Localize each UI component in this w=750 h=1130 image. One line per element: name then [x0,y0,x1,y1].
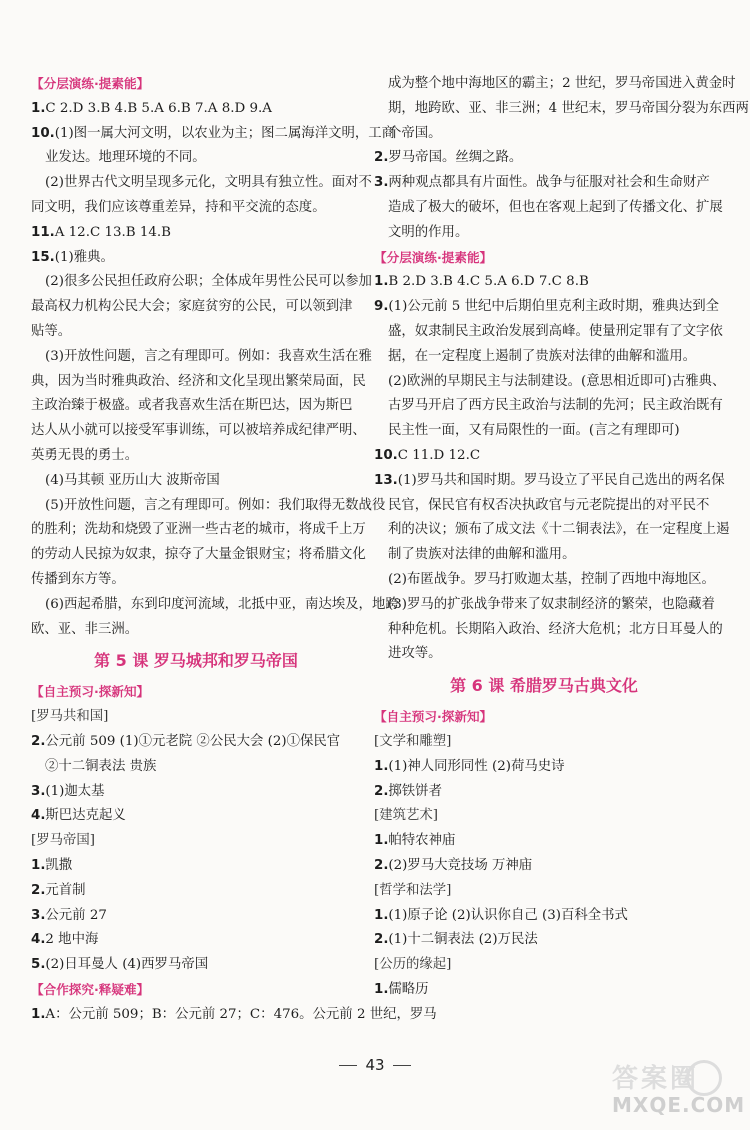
answer-text: 造成了极大的破坏，但也在客观上起到了传播文化、扩展 [388,199,723,215]
answer-line [31,196,361,221]
answer-text: [公历的缘起] [374,957,452,973]
item-number: 4. [31,808,46,824]
item-number: 5. [31,957,46,973]
answer-text: 盛，奴隶制民主政治发展到高峰。使量刑定罪有了文字依 [388,323,723,339]
item-number: 1. [31,1006,46,1022]
answer-line [374,72,736,97]
item-number: 2. [31,882,46,898]
answer-text: [文学和雕塑] [374,733,452,749]
answer-line [31,122,396,147]
answer-text: 最高权力机构公民大会；家庭贫穷的公民，可以领到津 [31,299,353,315]
topic-label [374,953,714,978]
answer-text: [罗马共和国] [31,709,109,725]
item-number: 3. [31,907,46,923]
answer-text: (1)图一属大河文明，以农业为主；图二属海洋文明，工商 [54,125,396,141]
answer-line [31,221,361,246]
answer-text: 制了贵族对法律的曲解和滥用。 [388,547,576,563]
answer-text: 的劳动人民掠为奴隶，掠夺了大量金银财宝；将希腊文化 [31,547,366,563]
answer-line [374,469,725,494]
answer-text: 古罗马开启了西方民主政治与法制的先河；民主政治既有 [388,398,723,414]
answer-text: 据，在一定程度上遏制了贵族对法律的曲解和滥用。 [388,348,696,364]
answer-line [374,394,723,419]
item-number: 3. [31,783,46,799]
answer-line [374,122,714,147]
answer-text: (4)马其顿 亚历山大 波斯帝国 [45,472,220,488]
answer-text: (1)罗马共和国时期。罗马设立了平民自己选出的两名保 [397,472,725,488]
item-number: 1. [374,274,389,290]
answer-text: 民主性一面，又有局限性的一面。(言之有理即可) [388,423,680,439]
answer-text: 业发达。地理环境的不同。 [45,150,206,166]
answer-text: (3)开放性问题，言之有理即可。例如：我喜欢生活在雅 [45,348,372,364]
answer-text: (1)神人同形同性 (2)荷马史诗 [388,758,565,774]
item-number: 1. [31,100,46,116]
answer-line [374,196,723,221]
item-number: 1. [374,833,389,849]
answer-text: (3)罗马的扩张战争带来了奴隶制经济的繁荣，也隐藏着 [388,596,715,612]
answer-line [31,419,366,444]
answer-text: (2)很多公民担任政府公职；全体成年男性公民可以参加 [45,274,372,290]
watermark-circle-icon [686,1060,722,1096]
answer-text: 罗马帝国。丝绸之路。 [388,150,523,166]
right-column [374,72,749,1003]
watermark-site: MXQE.COM [612,1093,746,1117]
item-number: 4. [31,932,46,948]
answer-line [374,518,730,543]
answer-line [374,295,719,320]
answer-line [31,171,372,196]
answer-text: 利的决议；颁布了成文法《十二铜表法》，在一定程度上遏 [388,522,730,538]
answer-text: [罗马帝国] [31,833,96,849]
answer-text: A：公元前 509；B：公元前 27；C：476。公元前 2 世纪，罗马 [45,1006,437,1022]
answer-line [31,568,361,593]
answer-text: 凯撒 [45,857,73,873]
answer-line [374,171,714,196]
answer-line [31,97,361,122]
section-header: 【分层演练·提素能】 [374,249,493,265]
answer-line [374,978,714,1003]
answer-text: 斯巴达克起义 [45,808,126,824]
answer-line [374,755,714,780]
answer-line [374,270,714,295]
answer-line [31,953,361,978]
answer-line [374,928,714,953]
answer-line [374,568,714,593]
answer-line [31,469,361,494]
answer-line [374,618,723,643]
page-number: 43 [365,1056,385,1074]
answer-text: 达人从小就可以接受军事训练，可以被培养成纪律严明、 [31,423,366,439]
answer-line [31,730,361,755]
item-number: 1. [374,758,389,774]
answer-text: 贴等。 [31,323,72,339]
answer-text: 掷铁饼者 [388,783,442,799]
answer-line [374,370,726,395]
answer-line [31,904,361,929]
answer-text: B 2.D 3.B 4.C 5.A 6.D 7.C 8.B [388,274,589,290]
item-number: 10. [374,447,398,463]
footer-dash-left [339,1065,357,1066]
answer-text: 进攻等。 [388,646,442,662]
answer-text: 儒略历 [388,981,429,997]
footer-dash-right [393,1065,411,1066]
section-header: 【自主预习·探新知】 [31,684,150,700]
answer-line [374,829,714,854]
item-number: 1. [31,857,46,873]
answer-text: 主政治臻于极盛。或者我喜欢生活在斯巴达，因为斯巴 [31,398,353,414]
item-number: 15. [31,249,55,265]
answer-line [31,345,372,370]
answer-text: 欧、亚、非三洲。 [31,621,139,637]
answer-text: [哲学和法学] [374,882,452,898]
answer-text: [建筑艺术] [374,808,439,824]
answer-text: (2)日耳曼人 (4)西罗马帝国 [45,957,209,973]
answer-text: 同文明，我们应该尊重差异，持和平交流的态度。 [31,199,326,215]
answer-text: ②十二铜表法 贵族 [45,758,157,774]
answer-text: 典，因为当时雅典政治、经济和文化呈现出繁荣局面，民 [31,373,366,389]
answer-line [374,320,723,345]
answer-line [31,444,361,469]
answer-text: 公元前 509 (1)①元老院 ②公民大会 (2)①保民官 [45,733,341,749]
lesson-title: 第 6 课 希腊罗马古典文化 [450,676,638,696]
answer-line [31,370,366,395]
answer-line [31,780,361,805]
item-number: 3. [374,175,389,191]
answer-text: (2)罗马大竞技场 万神庙 [388,857,533,873]
answer-text: (1)迦太基 [45,783,105,799]
answer-text: 民官，保民官有权否决执政官与元老院提出的对平民不 [388,497,710,513]
answer-text: 传播到东方等。 [31,571,125,587]
answer-line [31,518,366,543]
lesson-title: 第 5 课 罗马城邦和罗马帝国 [94,651,298,671]
answer-text: (2)欧洲的早期民主与法制建设。(意思相近即可)古雅典、 [388,373,726,389]
section-header: 【分层演练·提素能】 [31,76,150,91]
answer-text: 文明的作用。 [388,224,469,240]
answer-line [374,642,714,667]
answer-line [374,221,714,246]
watermark-logo: 答案圈 [612,1064,700,1094]
answer-line [374,780,714,805]
answer-line [374,345,714,370]
item-number: 1. [374,907,389,923]
answer-line [31,854,361,879]
answer-text: C 11.D 12.C [397,447,481,463]
topic-label [31,829,361,854]
answer-text: C 2.D 3.B 4.B 5.A 6.B 7.A 8.D 9.A [45,100,272,116]
item-number: 10. [31,125,55,141]
item-number: 2. [374,150,389,166]
answer-text: (2)世界古代文明呈现多元化，文明具有独立性。面对不 [45,175,372,191]
topic-label [374,730,714,755]
answer-line [374,444,714,469]
answer-line [374,904,714,929]
section-header: 【合作探究·释疑难】 [31,981,150,997]
answer-text: A 12.C 13.B 14.B [54,224,171,240]
answer-line [31,1003,437,1028]
answer-line [374,97,749,122]
item-number: 9. [374,299,389,315]
answer-line [31,879,361,904]
item-number: 2. [374,932,389,948]
answer-line [374,593,714,618]
item-number: 2. [374,857,389,873]
answer-line [31,804,361,829]
answer-line [31,593,399,618]
answer-line [31,246,361,271]
answer-text: (2)布匿战争。罗马打败迦太基，控制了西地中海地区。 [388,571,715,587]
answer-line [31,270,372,295]
answer-text: 种种危机。长期陷入政治、经济大危机；北方日耳曼人的 [388,621,723,637]
answer-text: (1)雅典。 [54,249,114,265]
answer-line [31,394,361,419]
answer-line [31,320,361,345]
answer-text: 个帝国。 [388,125,442,141]
answer-text: 帕特农神庙 [388,833,456,849]
answer-text: 2 地中海 [45,932,99,948]
answer-text: 成为整个地中海地区的霸主；2 世纪，罗马帝国进入黄金时 [388,76,736,91]
answer-text: (6)西起希腊，东到印度河流域，北抵中亚，南达埃及，地跨 [45,596,399,612]
item-number: 11. [31,224,55,240]
answer-text: (1)原子论 (2)认识你自己 (3)百科全书式 [388,907,628,923]
answer-line [31,928,361,953]
answer-line [374,854,714,879]
answer-text: 的胜利；洗劫和烧毁了亚洲一些古老的城市，将成千上万 [31,522,366,538]
answer-line [31,755,361,780]
watermark [612,1058,746,1124]
answer-line [31,295,361,320]
answer-line [374,543,714,568]
item-number: 2. [31,733,46,749]
answer-text: 元首制 [45,882,86,898]
section-header: 【自主预习·探新知】 [374,709,493,725]
answer-line [31,618,361,643]
answer-text: (1)十二铜表法 (2)万民法 [388,932,538,948]
item-number: 13. [374,472,398,488]
answer-line [374,419,714,444]
answer-line [374,494,714,519]
topic-label [31,705,361,730]
answer-line [31,146,361,171]
answer-line [31,494,386,519]
answer-line [374,146,714,171]
answer-text: 英勇无畏的勇士。 [31,447,139,463]
answer-text: (5)开放性问题，言之有理即可。例如：我们取得无数战役 [45,497,386,513]
answer-text: (1)公元前 5 世纪中后期伯里克利主政时期，雅典达到全 [388,299,719,315]
answer-text: 期，地跨欧、亚、非三洲；4 世纪末，罗马帝国分裂为东西两 [388,100,749,116]
answer-line [31,543,366,568]
item-number: 1. [374,981,389,997]
topic-label [374,804,714,829]
answer-text: 两种观点都具有片面性。战争与征服对社会和生命财产 [388,175,710,191]
topic-label [374,879,714,904]
item-number: 2. [374,783,389,799]
answer-text: 公元前 27 [45,907,107,923]
